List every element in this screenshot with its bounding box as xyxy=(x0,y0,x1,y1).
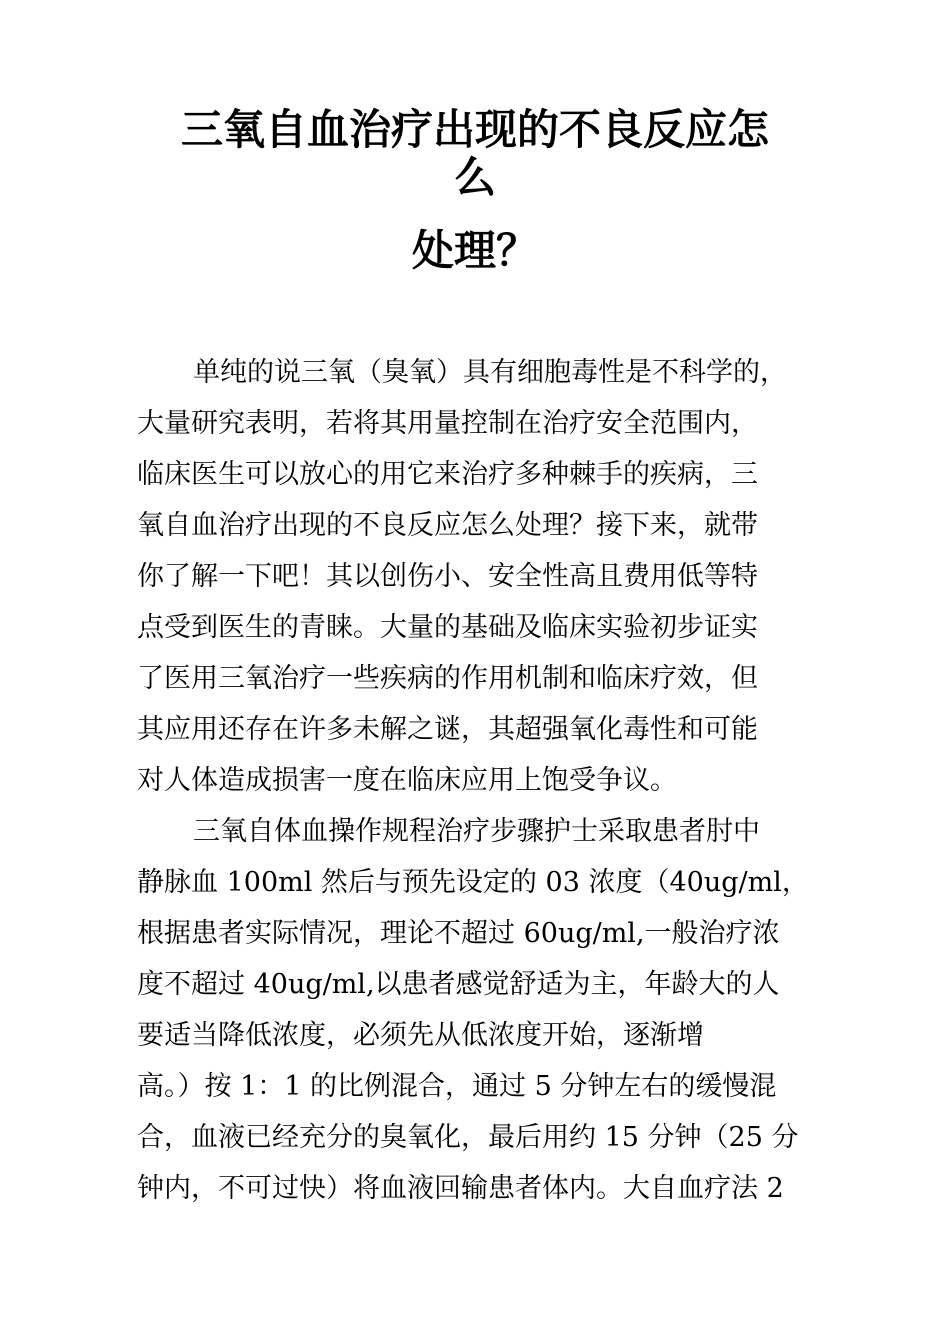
paragraph-line: 氧自血治疗出现的不良反应怎么处理？接下来，就带 xyxy=(137,510,758,541)
paragraph-line: 三氧自体血操作规程治疗步骤护士采取患者肘中 xyxy=(193,816,760,847)
paragraph-line: 合，血液已经充分的臭氧化，最后用约 15 分钟（25 分 xyxy=(137,1122,799,1153)
title-line-2: 么 xyxy=(453,153,496,202)
paragraph-line: 单纯的说三氧（臭氧）具有细胞毒性是不科学的， xyxy=(193,357,787,388)
paragraph-line: 度不超过 40ug/ml,以患者感觉舒适为主，年龄大的人 xyxy=(137,969,780,1000)
paragraph-line: 了医用三氧治疗一些疾病的作用机制和临床疗效，但 xyxy=(137,663,758,694)
paragraph-line: 临床医生可以放心的用它来治疗多种棘手的疾病，三 xyxy=(137,459,758,490)
title-line-1: 三氧自血治疗出现的不良反应怎 xyxy=(180,105,769,154)
paragraph-line: 静脉血 100ml 然后与预先设定的 03 浓度（40ug/ml， xyxy=(137,867,809,898)
paragraph-line: 大量研究表明，若将其用量控制在治疗安全范围内， xyxy=(137,408,758,439)
paragraph-line: 要适当降低浓度，必须先从低浓度开始，逐渐增 xyxy=(137,1020,704,1051)
paragraph-line: 高。）按 1：1 的比例混合，通过 5 分钟左右的缓慢混 xyxy=(137,1071,777,1102)
paragraph-line: 你了解一下吧！其以创伤小、安全性高且费用低等特 xyxy=(137,561,758,592)
paragraph-line: 其应用还存在许多未解之谜，其超强氧化毒性和可能 xyxy=(137,714,758,745)
title-line-3: 处理？ xyxy=(411,226,538,275)
paragraph-line: 对人体造成损害一度在临床应用上饱受争议。 xyxy=(137,765,677,796)
paragraph-line: 钟内，不可过快）将血液回输患者体内。大自血疗法 2 xyxy=(137,1173,784,1204)
paragraph-line: 根据患者实际情况，理论不超过 60ug/ml,一般治疗浓 xyxy=(137,918,780,949)
paragraph-line: 点受到医生的青睐。大量的基础及临床实验初步证实 xyxy=(137,612,758,643)
